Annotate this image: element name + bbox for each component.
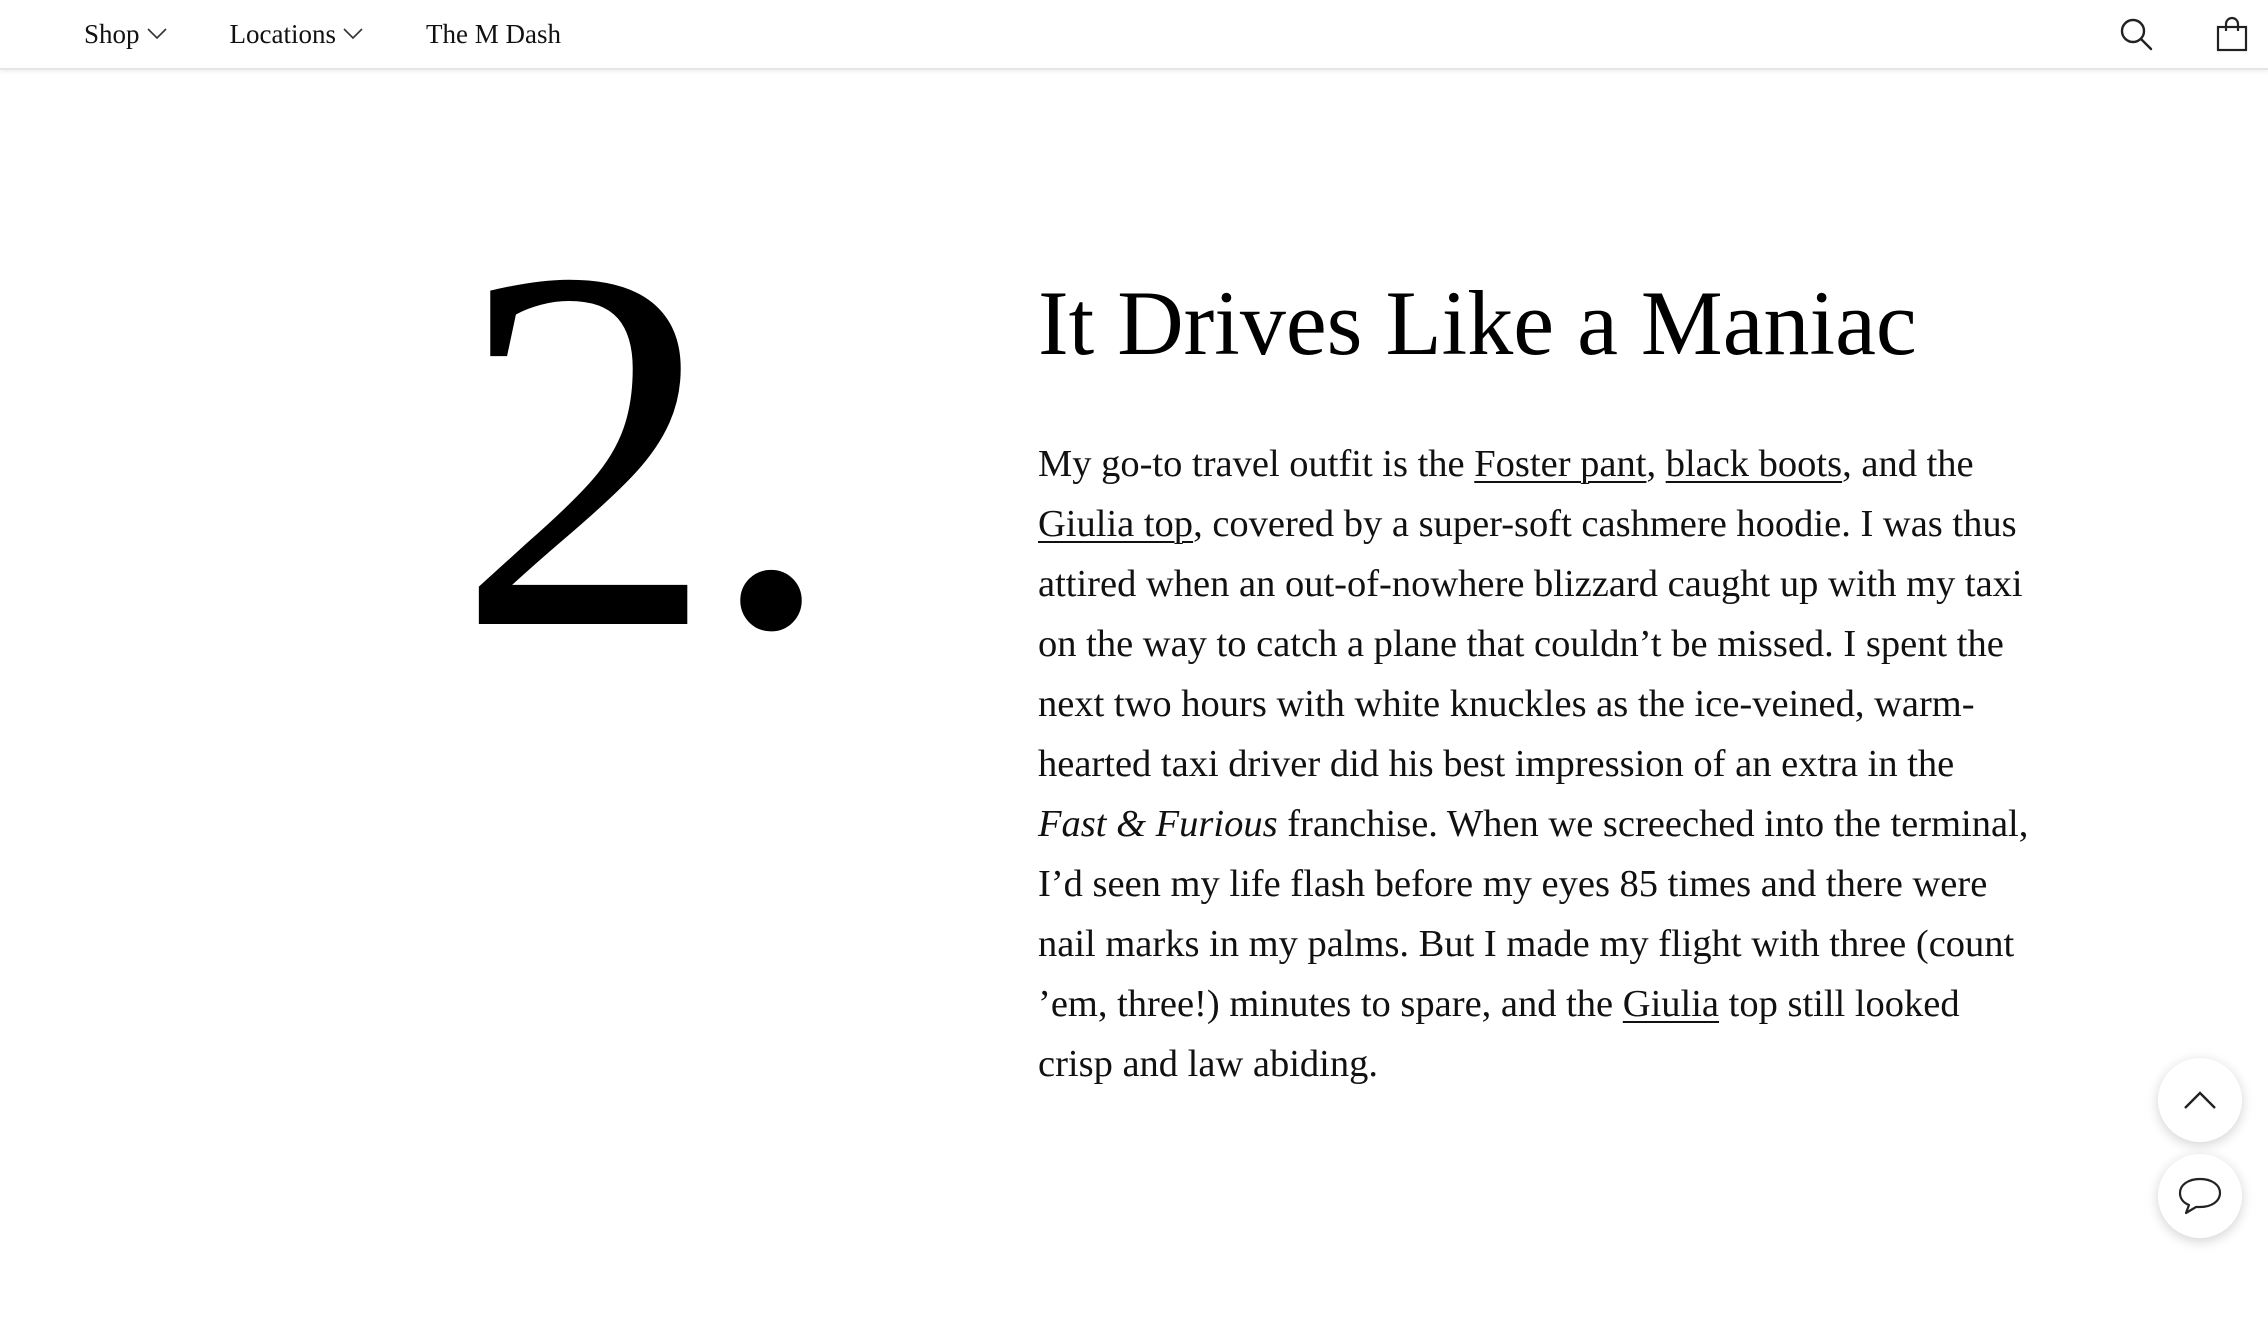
cart-button[interactable]: [2214, 16, 2250, 52]
body-text-segment: nail marks in my palms. But I made my flight with three (count: [1038, 923, 2015, 965]
chat-bubble-icon: [2176, 1175, 2224, 1217]
body-text-segment: , and the: [1842, 443, 1974, 485]
body-text-segment: on the way to catch a plane that couldn’t be missed. I spent the: [1038, 623, 2004, 665]
chevron-up-icon: [2182, 1089, 2218, 1111]
body-text-segment: I’d seen my life flash before my eyes 85 times and there were: [1038, 863, 1988, 905]
body-text-segment: franchise. When we screeched into the terminal,: [1277, 803, 2029, 845]
body-line: [1038, 854, 2038, 914]
body-text-segment: ’em, three!) minutes to spare, and the: [1038, 983, 1623, 1025]
search-icon: [2118, 16, 2154, 52]
chat-button[interactable]: [2158, 1154, 2242, 1238]
product-link[interactable]: Giulia: [1622, 983, 1720, 1025]
body-line: [1038, 914, 2038, 974]
nav-item-label: Locations: [229, 18, 337, 49]
italic-title: Fast & Furious: [1038, 803, 1278, 845]
section-number: 2.: [456, 162, 826, 737]
body-line: [1038, 734, 2038, 794]
nav-item-the-m-dash[interactable]: [426, 19, 561, 50]
shopping-bag-icon: [2214, 16, 2250, 52]
body-text-segment: My go-to travel outfit is the: [1038, 443, 1475, 485]
body-line: [1038, 674, 2038, 734]
body-text-segment: crisp and law abiding.: [1038, 1043, 1378, 1085]
body-line: [1038, 1034, 2038, 1094]
body-text-segment: attired when an out-of-nowhere blizzard caught up with my taxi: [1038, 563, 2023, 605]
section-body: [1038, 434, 2038, 1094]
body-line: [1038, 554, 2038, 614]
body-line: [1038, 974, 2038, 1034]
body-text-segment: top still looked: [1719, 983, 1960, 1025]
chevron-down-icon: [146, 27, 168, 41]
nav-item-locations[interactable]: [230, 19, 364, 50]
body-text-segment: hearted taxi driver did his best impression of an extra in the: [1038, 743, 1955, 785]
product-link[interactable]: black boots: [1665, 443, 1843, 485]
scroll-to-top-button[interactable]: [2158, 1058, 2242, 1142]
product-link[interactable]: Giulia top: [1038, 503, 1194, 545]
nav-item-label: Shop: [84, 18, 140, 49]
main-nav: [84, 0, 623, 68]
top-navigation: [0, 0, 2268, 70]
body-text-segment: ,: [1646, 443, 1666, 485]
body-line: [1038, 494, 2038, 554]
body-text-segment: next two hours with white knuckles as the ice-veined, warm-: [1038, 683, 1975, 725]
body-line: [1038, 794, 2038, 854]
body-line: [1038, 434, 2038, 494]
nav-item-label: The M Dash: [426, 18, 561, 49]
search-button[interactable]: [2118, 16, 2154, 52]
product-link[interactable]: Foster pant: [1474, 443, 1647, 485]
nav-item-shop[interactable]: [84, 19, 168, 50]
body-line: [1038, 614, 2038, 674]
section-heading: It Drives Like a Maniac: [1038, 272, 1917, 374]
chevron-down-icon: [342, 27, 364, 41]
body-text-segment: , covered by a super-soft cashmere hoodie. I was thus: [1193, 503, 2017, 545]
